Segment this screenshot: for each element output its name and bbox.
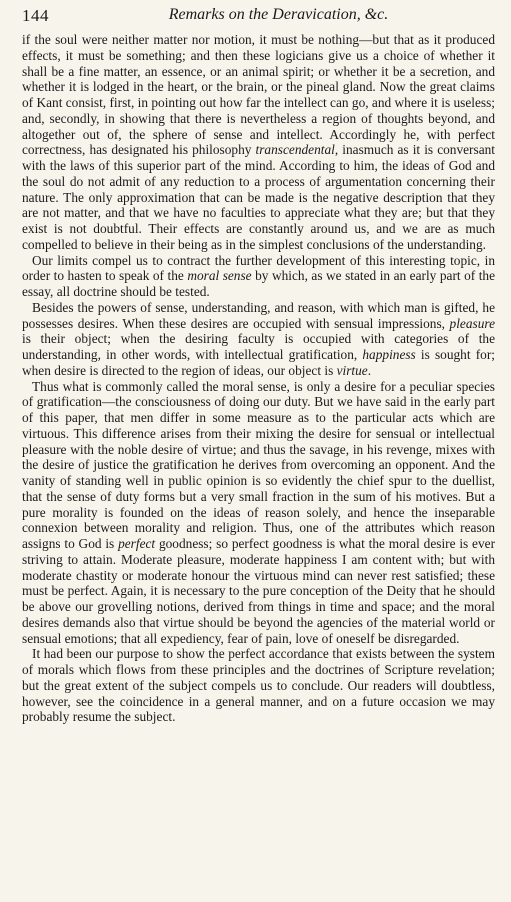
italic-term: happiness xyxy=(362,347,416,362)
text-run: goodness; so perfect goodness is what the moral desire is ever striving to attain. Moderate pleasure, moderate happiness I am content with; but with moderate chastity or moderate honour the virtuous mind can never rest satisfied; these must be perfect. Again, it is necessary to the pure conception of the Deity that he should be above our grovelling notions, derived from things in time and space; and the moral desires demands also that virtue should be beyond the agencies of the material world or sensual emotions; that all expediency, fear of pain, love of oneself be disregarded. xyxy=(22,536,496,646)
text-run: Our limits compel us to contract the further development of this interesting topic, in order to hasten to speak of the xyxy=(22,252,495,284)
text-run: Thus what is commonly called the moral sense, is only a desire for a peculiar species of gratification—the consciousness of doing our duty. But we have said in the early part of this paper, that men differ in some measure as to the particular acts which are virtuous. This difference arises from their mixing the desire for sensual or intellectual pleasure with the noble desire of virtue; and thus the savage, in his revenge, mixes with the desire of justice the gratification he derives from overcoming an opponent. And the vanity of standing well in public opinion is so evidently the chief spur to the duellist, that the sense of duty forms but a very small fraction in the sum of his motives. But a pure morality is founded on the ideas of reason solely, and hence the inseparable connexion between morality and religion. Thus, one of the attributes which reason assigns to God is xyxy=(22,378,495,551)
text-run: It had been our purpose to show the perfect accordance that exists between the system of morals which flows from these principles and the doctrines of Scripture revelation; but the great extent of the subject compels us to conclude. Our readers will doubtless, however, see the coincidence in a general manner, and on a future occasion we may probably resume the subject. xyxy=(22,646,495,725)
paragraph xyxy=(22,32,495,253)
body-text xyxy=(22,32,495,725)
page-number: 144 xyxy=(22,6,49,25)
running-title: Remarks on the Deravication, &c. xyxy=(168,6,389,23)
running-head xyxy=(22,6,495,28)
paragraph xyxy=(22,379,495,647)
text-run: Besides the powers of sense, understanding, and reason, with which man is gifted, he possesses desires. When these desires are occupied with sensual impressions, xyxy=(22,299,495,331)
text-run: is their object; when the desiring faculty is occupied with categories of the understanding, in other words, with intellectual gratification, xyxy=(22,331,495,362)
paragraph xyxy=(22,253,495,300)
text-run: by which, as we stated in an early part of the essay, all doctrine should be tested. xyxy=(22,268,496,299)
text-run: if the soul were neither matter nor motion, it must be nothing—but that as it produced effects, it must be something; and then these logicians give us a choice of whether it shall be a fine matter, an essence, or an animal spirit; or whether it be a secretion, and whether it is lodged in the heart, or the brain, or the pineal gland. Now the great claims of Kant consist, first, in pointing out how far the intellect can go, and where it is useless; and, secondly, in showing that there is nevertheless a region of thoughts beyond, and altogether out of, the sphere of sense and intellect. Accordingly he, with perfect correctness, has designated his philosophy xyxy=(22,32,495,158)
italic-term: pleasure xyxy=(449,315,495,331)
italic-term: moral sense xyxy=(187,268,252,284)
text-run: , inasmuch as it is conversant with the laws of this superior part of the mind. According to him, the ideas of God and the soul do not admit of any reduction to a process of argumentation concerning their nature. The only approximation that can be made is the negative description that they are not matter, and that we have no faculties to appreciate what they are; but that they exist is not doubtful. Their effects are constantly around us, and we are as much compelled to believe in their being as in the simplest conclusions of the understanding. xyxy=(22,142,495,252)
italic-term: perfect xyxy=(118,536,156,551)
text-run: is sought for; when desire is directed to the region of ideas, our object is xyxy=(22,347,495,378)
italic-term: virtue xyxy=(336,362,368,378)
paragraph xyxy=(22,646,495,725)
paragraph xyxy=(22,300,495,379)
text-run: . xyxy=(367,362,372,378)
italic-term: transcendental xyxy=(255,142,335,158)
